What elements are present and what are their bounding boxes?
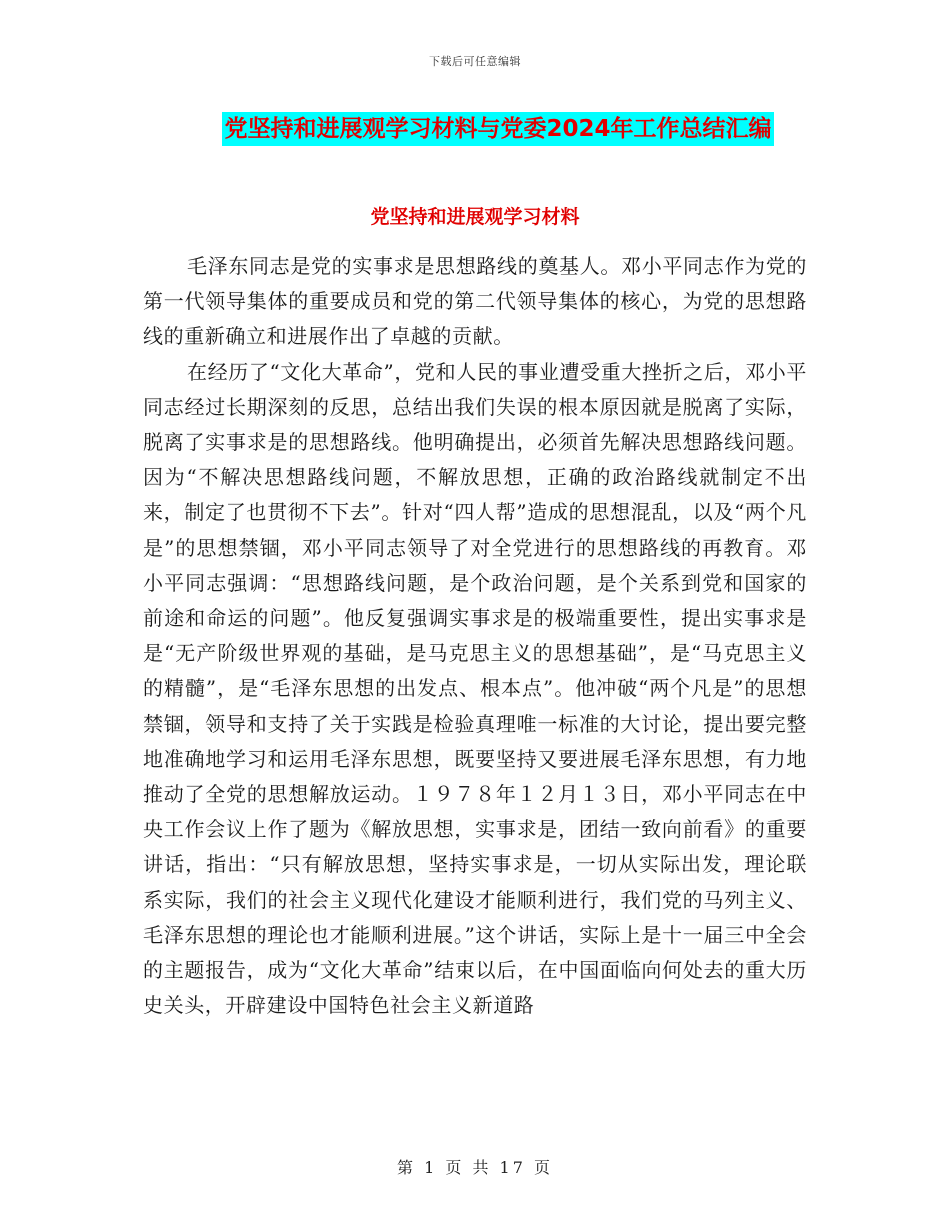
- section-title: 党坚持和进展观学习材料: [370, 206, 580, 228]
- paragraph: 在经历了“文化大革命”，党和人民的事业遭受重大挫折之后，邓小平同志经过长期深刻的反思，总结出我们失误的根本原因就是脱离了实际，脱离了实事求是的思想路线。他明确提出，必须首先解决思想路线问题。因为“不解决思想路线问题，不解放思想，正确的政治路线就制定不出来，制定了也贯彻不下去”。针对“四人帮”造成的思想混乱，以及“两个凡是”的思想禁锢，邓小平同志领导了对全党进行的思想路线的再教育。邓小平同志强调：“思想路线问题，是个政治问题，是个关系到党和国家的前途和命运的问题”。他反复强调实事求是的极端重要性，提出实事求是是“无产阶级世界观的基础，是马克思主义的思想基础”，是“马克思主义的精髓”，是“毛泽东思想的出发点、根本点”。他冲破“两个凡是”的思想禁锢，领导和支持了关于实践是检验真理唯一标准的大讨论，提出要完整地准确地学习和运用毛泽东思想，既要坚持又要进展毛泽东思想，有力地推动了全党的思想解放运动。１９７８年１２月１３日，邓小平同志在中央工作会议上作了题为《解放思想，实事求是，团结一致向前看》的重要讲话，指出：“只有解放思想，坚持实事求是，一切从实际出发，理论联系实际，我们的社会主义现代化建设才能顺利进行，我们党的马列主义、毛泽东思想的理论也才能顺利进展。”这个讲话，实际上是十一届三中全会的主题报告，成为“文化大革命”结束以后，在中国面临向何处去的重大历史关头，开辟建设中国特色社会主义新道路: [143, 359, 807, 1018]
- paragraph: 毛泽东同志是党的实事求是思想路线的奠基人。邓小平同志作为党的第一代领导集体的重要成员和党的第二代领导集体的核心，为党的思想路线的重新确立和进展作出了卓越的贡献。: [143, 254, 807, 349]
- document-title-container: [0, 112, 950, 146]
- document-body: [143, 249, 807, 1023]
- document-title: 党坚持和进展观学习材料与党委2024年工作总结汇编: [222, 112, 773, 146]
- page-number: 第 1 页 共 17 页: [397, 1158, 553, 1177]
- page-header-note: 下载后可任意编辑: [429, 55, 521, 68]
